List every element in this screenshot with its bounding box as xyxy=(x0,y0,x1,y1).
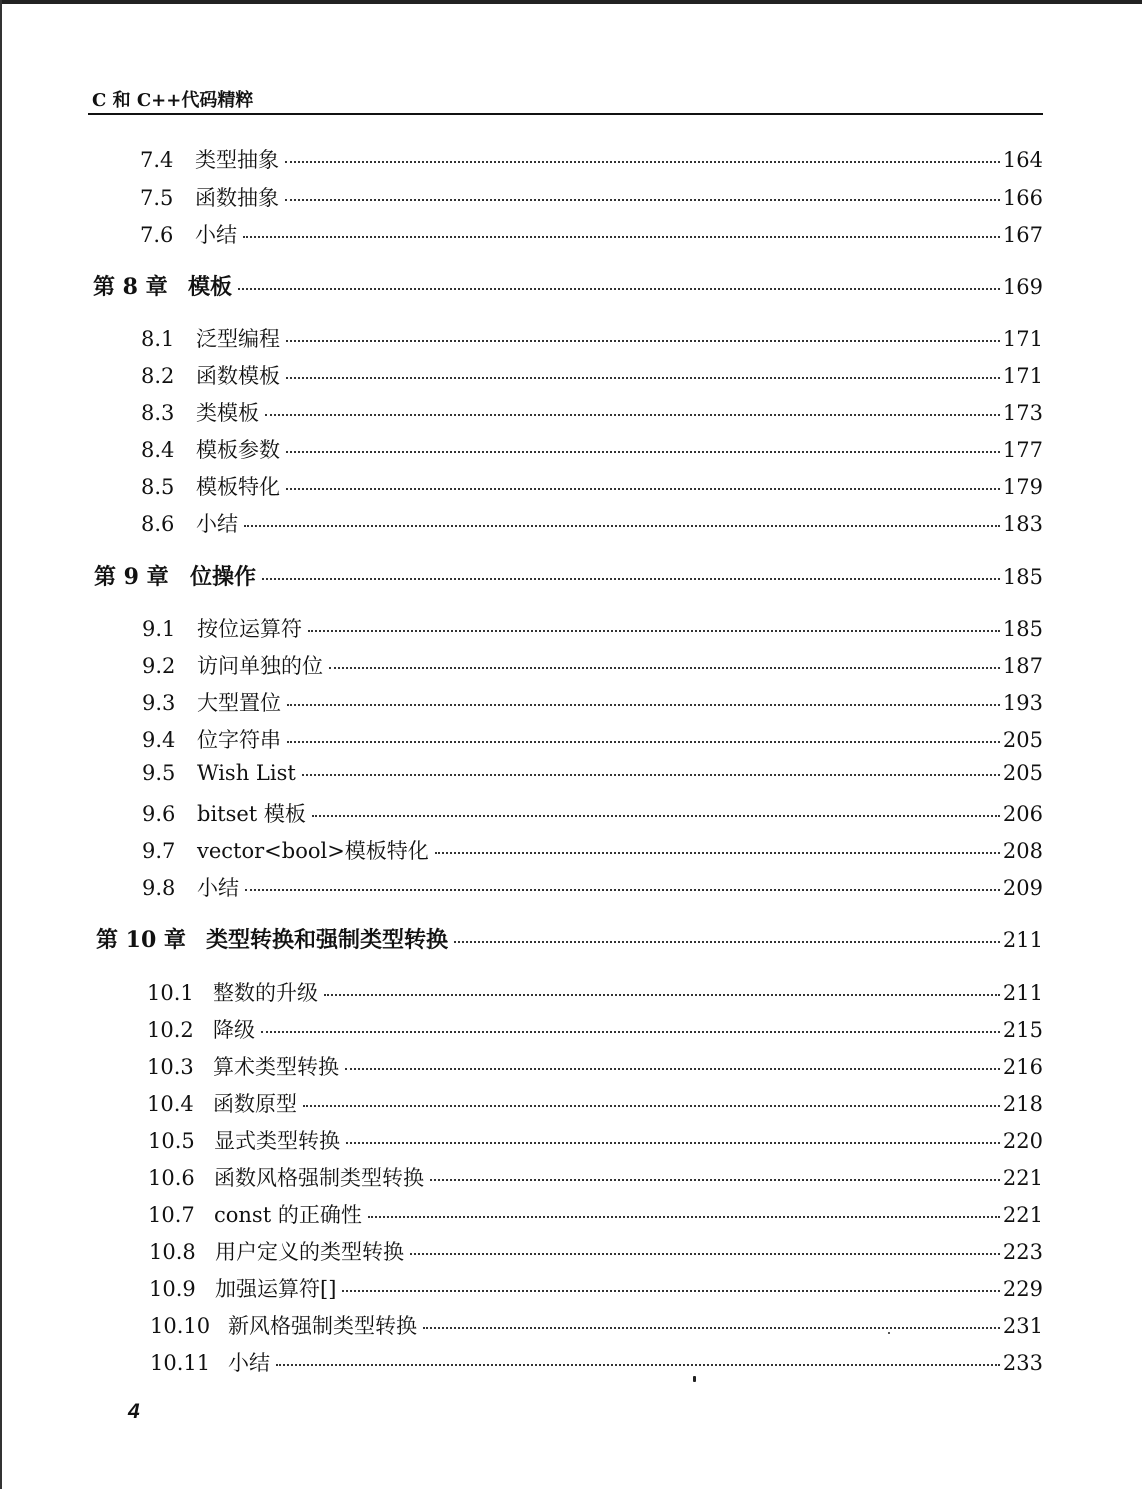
toc-section-entry xyxy=(142,798,1043,828)
toc-section-entry xyxy=(142,761,1043,785)
toc-chapter-entry xyxy=(96,923,1043,954)
toc-entry-page: 221 xyxy=(1002,1166,1043,1190)
toc-entry-number: 10.9 xyxy=(149,1277,196,1301)
toc-entry-title: 小结 xyxy=(197,876,239,900)
toc-section-entry xyxy=(149,1273,1043,1303)
dot-leader xyxy=(245,889,1000,891)
dot-leader xyxy=(324,994,1000,996)
dot-leader xyxy=(286,340,1000,342)
toc-entry-number: 8.1 xyxy=(141,327,175,351)
toc-entry-page: 185 xyxy=(1002,617,1043,641)
dot-leader xyxy=(435,852,1000,854)
toc-entry-page: 231 xyxy=(1002,1314,1043,1338)
toc-entry-page: 173 xyxy=(1002,401,1043,425)
toc-chapter-entry xyxy=(94,560,1043,591)
toc-entry-title: 函数原型 xyxy=(213,1092,297,1116)
toc-entry-title: 函数模板 xyxy=(196,364,280,388)
dot-leader xyxy=(346,1142,1000,1144)
dot-leader xyxy=(286,451,1000,453)
toc-entry-page: 206 xyxy=(1002,802,1043,826)
toc-entry-number: 第 10 章 xyxy=(96,927,186,953)
toc-entry-title: 整数的升级 xyxy=(213,981,318,1005)
toc-entry-title: 模板特化 xyxy=(196,475,280,499)
toc-entry-number: 9.7 xyxy=(142,839,176,863)
toc-entry-title: 位操作 xyxy=(190,564,257,590)
toc-entry-page: 183 xyxy=(1002,512,1043,536)
toc-entry-number: 10.11 xyxy=(150,1351,211,1375)
dot-leader xyxy=(329,667,1000,669)
toc-section-entry xyxy=(147,1088,1043,1118)
running-header: C 和 C++代码精粹 xyxy=(92,90,254,111)
toc-section-entry xyxy=(140,144,1043,174)
toc-entry-title: vector<bool>模板特化 xyxy=(197,839,429,863)
toc-entry-page: 205 xyxy=(1002,761,1043,785)
toc-section-entry xyxy=(141,397,1043,427)
toc-section-entry xyxy=(141,360,1043,390)
scan-left-edge xyxy=(0,0,2,1489)
toc-entry-page: 187 xyxy=(1002,654,1043,678)
toc-section-entry xyxy=(142,650,1043,680)
toc-entry-number: 8.3 xyxy=(141,401,175,425)
toc-entry-page: 216 xyxy=(1002,1055,1043,1079)
toc-section-entry xyxy=(142,872,1043,902)
toc-entry-page: 233 xyxy=(1002,1351,1043,1375)
dot-leader xyxy=(287,704,1000,706)
toc-entry-number: 10.1 xyxy=(147,981,194,1005)
toc-chapter-entry xyxy=(93,270,1043,301)
toc-section-entry xyxy=(147,1014,1043,1044)
toc-entry-page: 218 xyxy=(1002,1092,1043,1116)
toc-entry-title: 小结 xyxy=(228,1351,270,1375)
dot-leader xyxy=(286,377,1000,379)
toc-entry-page: 221 xyxy=(1002,1203,1043,1227)
toc-entry-number: 8.4 xyxy=(141,438,175,462)
dot-leader xyxy=(423,1327,1000,1329)
toc-section-entry xyxy=(141,434,1043,464)
toc-entry-title: 位字符串 xyxy=(197,728,281,752)
toc-entry-title: 大型置位 xyxy=(197,691,281,715)
toc-entry-number: 10.10 xyxy=(150,1314,211,1338)
toc-section-entry xyxy=(148,1199,1043,1229)
toc-entry-number: 7.4 xyxy=(140,148,174,172)
toc-section-entry xyxy=(142,687,1043,717)
dot-leader xyxy=(345,1068,1000,1070)
toc-entry-number: 8.5 xyxy=(141,475,175,499)
toc-entry-page: 211 xyxy=(1002,928,1043,952)
dot-leader xyxy=(302,774,1000,776)
toc-section-entry xyxy=(150,1310,1043,1340)
toc-entry-number: 9.5 xyxy=(142,761,176,785)
dot-leader xyxy=(276,1364,1000,1366)
dot-leader xyxy=(243,236,1000,238)
dot-leader xyxy=(312,815,1000,817)
toc-entry-title: 显式类型转换 xyxy=(214,1129,340,1153)
toc-section-entry xyxy=(140,219,1043,249)
toc-entry-number: 9.8 xyxy=(142,876,176,900)
toc-entry-title: 新风格强制类型转换 xyxy=(228,1314,417,1338)
toc-entry-number: 8.2 xyxy=(141,364,175,388)
toc-entry-page: 193 xyxy=(1002,691,1043,715)
toc-section-entry xyxy=(150,1347,1043,1377)
toc-entry-number: 9.3 xyxy=(142,691,176,715)
toc-entry-number: 7.5 xyxy=(140,186,174,210)
toc-entry-title: Wish List xyxy=(197,761,296,785)
toc-entry-number: 10.6 xyxy=(148,1166,195,1190)
toc-entry-title: 模板 xyxy=(188,274,233,300)
dot-leader xyxy=(262,578,1000,580)
header-rule xyxy=(88,113,1043,115)
toc-entry-page: 171 xyxy=(1002,364,1043,388)
toc-entry-page: 167 xyxy=(1002,223,1043,247)
toc-entry-number: 9.1 xyxy=(142,617,176,641)
toc-entry-number: 10.5 xyxy=(148,1129,195,1153)
toc-entry-title: 类模板 xyxy=(196,401,259,425)
toc-entry-title: 小结 xyxy=(196,512,238,536)
toc-entry-title: 降级 xyxy=(213,1018,255,1042)
toc-entry-title: 函数抽象 xyxy=(195,186,279,210)
toc-entry-title: 访问单独的位 xyxy=(197,654,323,678)
toc-entry-page: 166 xyxy=(1002,186,1043,210)
toc-entry-number: 10.3 xyxy=(147,1055,194,1079)
toc-entry-page: 177 xyxy=(1002,438,1043,462)
toc-entry-title: 类型转换和强制类型转换 xyxy=(206,927,449,953)
toc-entry-number: 第 9 章 xyxy=(94,564,169,590)
toc-entry-page: 215 xyxy=(1002,1018,1043,1042)
toc-entry-number: 10.8 xyxy=(149,1240,196,1264)
toc-section-entry xyxy=(147,977,1043,1007)
dot-leader xyxy=(285,161,1000,163)
toc-section-entry xyxy=(141,508,1043,538)
toc-entry-title: 泛型编程 xyxy=(196,327,280,351)
toc-entry-title: 类型抽象 xyxy=(195,148,279,172)
toc-section-entry xyxy=(142,724,1043,754)
toc-entry-title: 按位运算符 xyxy=(197,617,302,641)
toc-entry-title: 函数风格强制类型转换 xyxy=(214,1166,424,1190)
toc-entry-number: 9.2 xyxy=(142,654,176,678)
toc-section-entry xyxy=(147,1051,1043,1081)
page-number: 4 xyxy=(128,1400,140,1423)
dot-leader xyxy=(368,1216,1000,1218)
toc-entry-title: const 的正确性 xyxy=(214,1203,362,1227)
toc-entry-title: 模板参数 xyxy=(196,438,280,462)
dot-leader xyxy=(261,1031,1000,1033)
toc-entry-number: 7.6 xyxy=(140,223,174,247)
toc-entry-page: 223 xyxy=(1002,1240,1043,1264)
toc-entry-number: 9.6 xyxy=(142,802,176,826)
toc-entry-number: 10.2 xyxy=(147,1018,194,1042)
toc-entry-number: 9.4 xyxy=(142,728,176,752)
toc-entry-page: 209 xyxy=(1002,876,1043,900)
toc-section-entry xyxy=(141,323,1043,353)
dot-leader xyxy=(303,1105,1000,1107)
toc-entry-page: 220 xyxy=(1002,1129,1043,1153)
toc-section-entry xyxy=(149,1236,1043,1266)
toc-entry-title: 用户定义的类型转换 xyxy=(215,1240,404,1264)
toc-section-entry xyxy=(142,613,1043,643)
scan-top-edge xyxy=(0,0,1142,4)
dot-leader xyxy=(308,630,1000,632)
dot-leader xyxy=(238,288,1000,290)
dot-leader xyxy=(287,741,1000,743)
toc-entry-number: 10.4 xyxy=(147,1092,194,1116)
dot-leader xyxy=(265,414,1000,416)
toc-entry-page: 205 xyxy=(1002,728,1043,752)
toc-entry-page: 169 xyxy=(1002,275,1043,299)
toc-entry-page: 185 xyxy=(1002,565,1043,589)
toc-entry-number: 第 8 章 xyxy=(93,274,168,300)
toc-section-entry xyxy=(148,1125,1043,1155)
toc-section-entry xyxy=(140,182,1043,212)
toc-section-entry xyxy=(148,1162,1043,1192)
dot-leader xyxy=(342,1290,1000,1292)
toc-entry-page: 179 xyxy=(1002,475,1043,499)
dot-leader xyxy=(410,1253,1000,1255)
toc-entry-page: 164 xyxy=(1002,148,1043,172)
scan-speck xyxy=(888,1332,890,1334)
toc-entry-page: 211 xyxy=(1002,981,1043,1005)
toc-entry-title: 小结 xyxy=(195,223,237,247)
scan-speck xyxy=(693,1376,696,1382)
toc-entry-number: 10.7 xyxy=(148,1203,195,1227)
toc-entry-number: 8.6 xyxy=(141,512,175,536)
dot-leader xyxy=(244,525,1000,527)
dot-leader xyxy=(286,488,1000,490)
dot-leader xyxy=(454,941,1000,943)
toc-entry-page: 171 xyxy=(1002,327,1043,351)
toc-entry-page: 208 xyxy=(1002,839,1043,863)
toc-section-entry xyxy=(142,835,1043,865)
toc-section-entry xyxy=(141,471,1043,501)
toc-entry-title: bitset 模板 xyxy=(197,802,306,826)
toc-entry-title: 加强运算符[] xyxy=(215,1277,337,1301)
toc-entry-page: 229 xyxy=(1002,1277,1043,1301)
dot-leader xyxy=(285,199,1000,201)
toc-entry-title: 算术类型转换 xyxy=(213,1055,339,1079)
dot-leader xyxy=(430,1179,1000,1181)
